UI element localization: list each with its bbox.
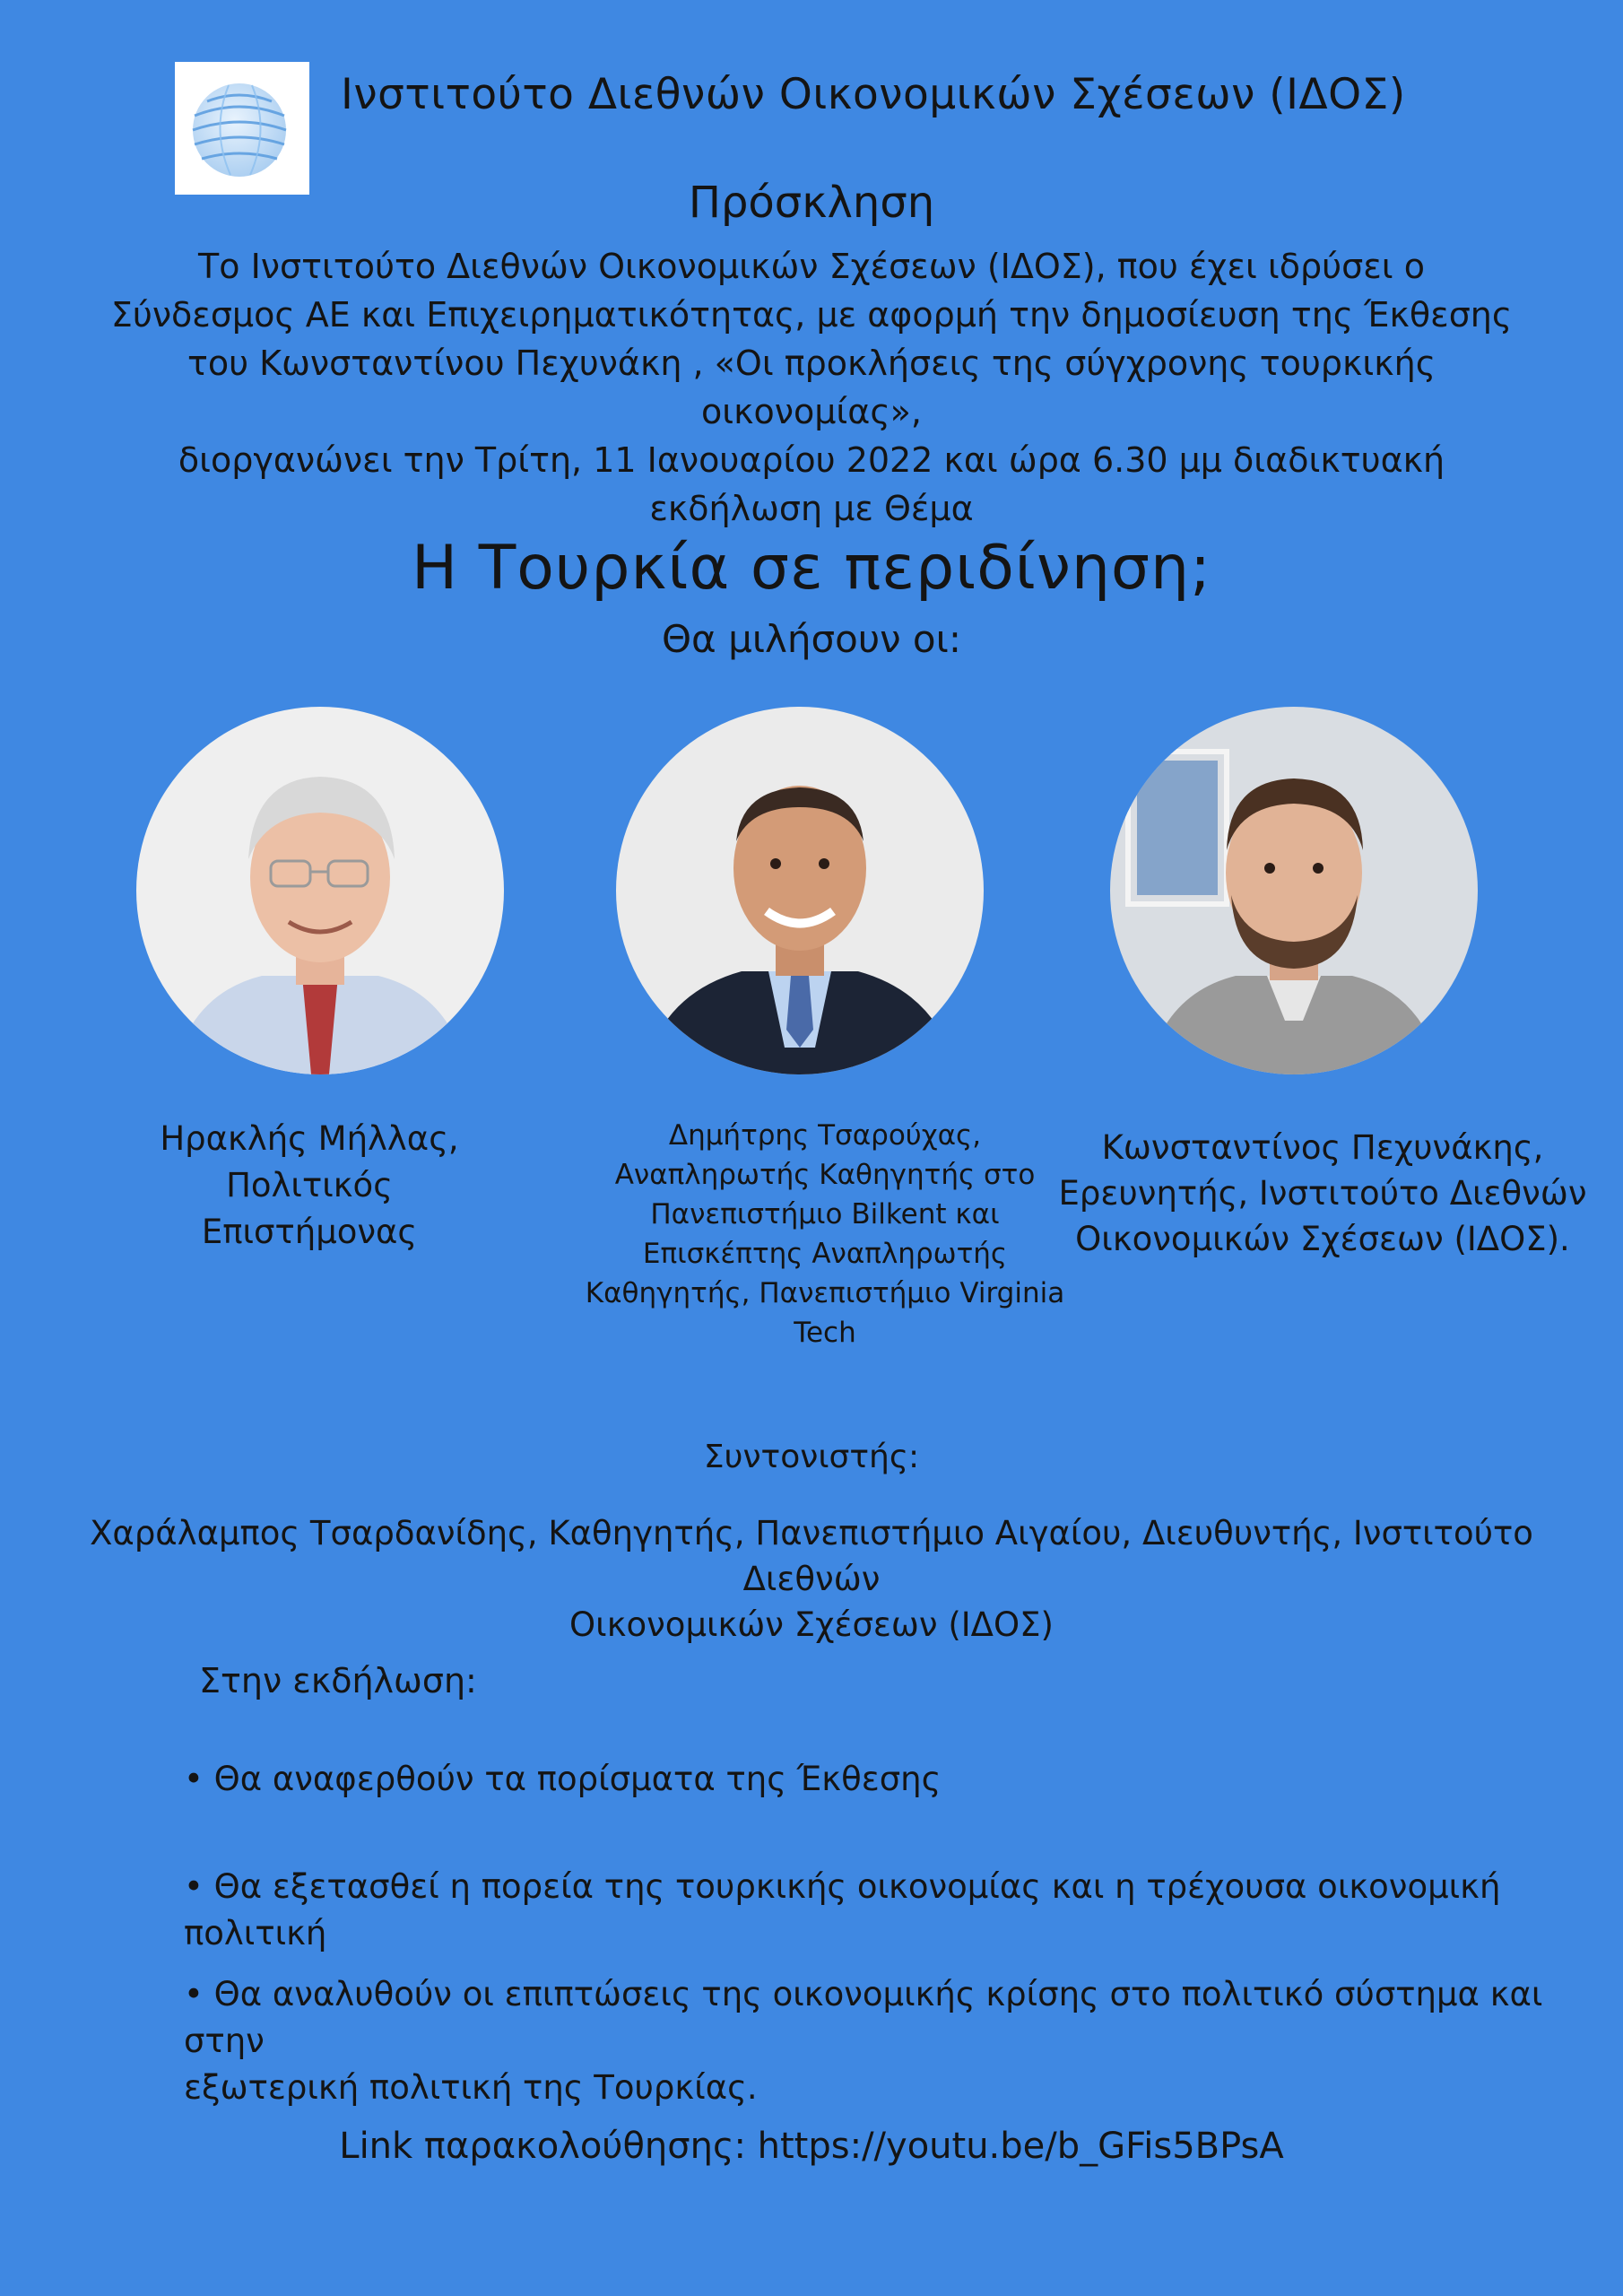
moderator-text — [90, 1510, 1533, 1648]
speaker-photo-2 — [616, 707, 984, 1074]
invitation-title: Πρόσκληση — [688, 178, 935, 228]
watch-link[interactable]: Link παρακολούθησης: https://youtu.be/b_GFis5BPsA — [339, 2126, 1284, 2167]
moderator-line: Οικονομικών Σχέσεων (ΙΔΟΣ) — [569, 1605, 1054, 1644]
moderator-label: Συντονιστής: — [703, 1439, 920, 1475]
caption-line: Οικονομικών Σχέσεων (ΙΔΟΣ). — [1075, 1220, 1570, 1258]
caption-line: Πανεπιστήμιο Bilkent και — [650, 1198, 1000, 1231]
speaker-caption-3 — [1049, 1125, 1596, 1262]
globe-icon — [175, 62, 309, 195]
bullet-item: • Θα εξετασθεί η πορεία της τουρκικής οικονομίας και η τρέχουσα οικονομική πολιτική — [184, 1867, 1501, 1952]
intro-line: εκδήλωση με Θέμα — [649, 489, 974, 528]
speaker-caption-2 — [574, 1116, 1076, 1352]
speakers-heading: Θα μιλήσουν οι: — [662, 617, 961, 661]
speaker-photo-3 — [1110, 707, 1478, 1074]
event-title: Η Τουρκία σε περιδίνηση; — [411, 533, 1212, 604]
intro-line: του Κωνσταντίνου Πεχυνάκη , «Οι προκλήσεις της σύγχρονης τουρκικής οικονομίας», — [187, 344, 1436, 431]
caption-line: Δημήτρης Τσαρούχας, — [668, 1119, 982, 1152]
bullet-item: • Θα αναφερθούν τα πορίσματα της Έκθεσης — [184, 1760, 942, 1798]
speaker-caption-1 — [72, 1116, 547, 1256]
org-title: Ινστιτούτο Διεθνών Οικονομικών Σχέσεων (ΙΔΟΣ) — [341, 70, 1406, 119]
caption-line: Καθηγητής, Πανεπιστήμιο Virginia — [585, 1277, 1065, 1309]
caption-line: Ερευνητής, Ινστιτούτο Διεθνών — [1058, 1174, 1587, 1213]
bullet-line: • Θα αναλυθούν οι επιπτώσεις της οικονομικής κρίσης στο πολιτικό σύστημα και στην — [184, 1975, 1543, 2060]
caption-line: Επιστήμονας — [201, 1213, 418, 1251]
event-section-label: Στην εκδήλωση: — [199, 1661, 477, 1700]
intro-line: διοργανώνει την Τρίτη, 11 Ιανουαρίου 2022 και ώρα 6.30 μμ διαδικτυακή — [178, 440, 1445, 480]
institute-logo — [175, 62, 309, 195]
caption-line: Αναπληρωτής Καθηγητής στο — [614, 1159, 1036, 1191]
caption-line: Επισκέπτης Αναπληρωτής — [642, 1238, 1008, 1270]
intro-paragraph — [90, 242, 1533, 533]
bullet-item — [184, 1971, 1565, 2111]
caption-line: Ηρακλής Μήλλας, Πολιτικός — [160, 1119, 459, 1205]
speaker-photo-1 — [136, 707, 504, 1074]
intro-line: Το Ινστιτούτο Διεθνών Οικονομικών Σχέσεων (ΙΔΟΣ), που έχει ιδρύσει ο — [198, 247, 1425, 286]
moderator-line: Χαράλαμπος Τσαρδανίδης, Καθηγητής, Πανεπιστήμιο Αιγαίου, Διευθυντής, Ινστιτούτο Διεθνών — [90, 1514, 1533, 1598]
caption-line: Tech — [794, 1317, 856, 1349]
caption-line: Κωνσταντίνος Πεχυνάκης, — [1101, 1128, 1544, 1167]
intro-line: Σύνδεσμος ΑΕ και Επιχειρηματικότητας, με αφορμή την δημοσίευση της Έκθεσης — [110, 295, 1513, 335]
bullet-line: εξωτερική πολιτική της Τουρκίας. — [184, 2068, 758, 2107]
